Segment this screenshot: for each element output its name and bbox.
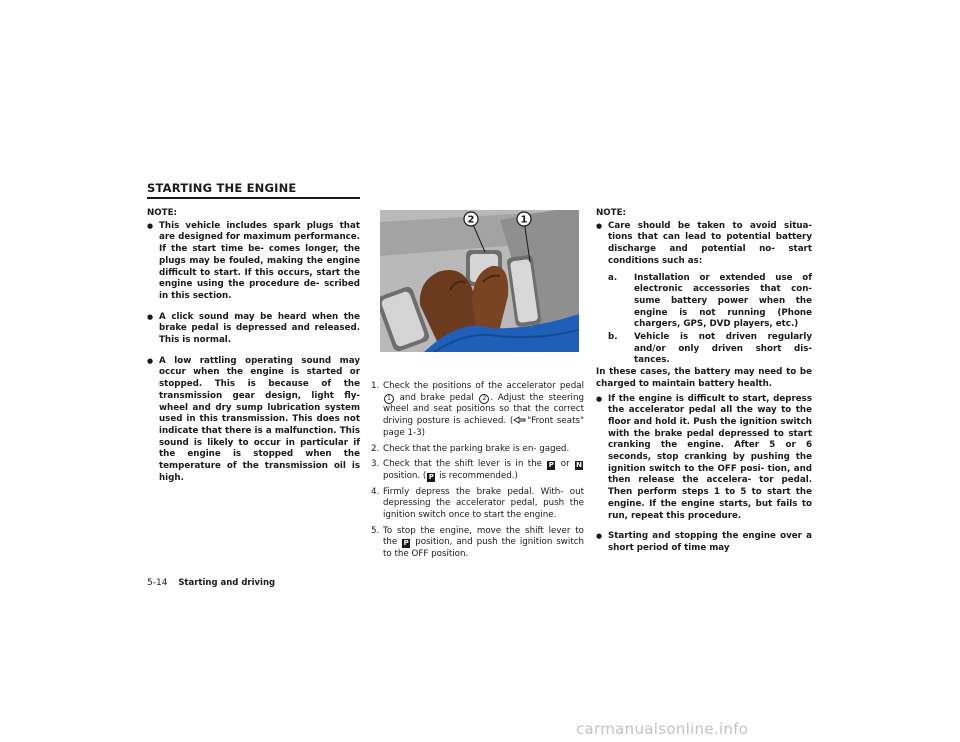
note-bullet: ● A click sound may be heard when the brake pedal is depressed and released. This is normal. xyxy=(147,311,360,346)
callout-2-icon: 2 xyxy=(479,394,489,404)
note-label: NOTE: xyxy=(147,208,177,218)
bullet-icon: ● xyxy=(596,221,603,230)
page-number: 5-14 xyxy=(147,578,168,588)
bullet-icon: ● xyxy=(147,312,154,321)
note-bullet: ● If the engine is difficult to start, depress the accelerator pedal all the way to the floor and hold it. Push the ignition switch with the brake pedal depressed to start cranking the engine. After 5 or 6 seconds, stop cranking by pushing the ignition switch to the OFF posi- tion, and then release the accelera- tor pedal. Then perform steps 1 to 5 to start the engine. If the engine starts, but fails to run, repeat this procedure. xyxy=(596,393,812,521)
title-rule xyxy=(147,197,360,199)
watermark: carmanualsonline.info xyxy=(576,720,749,738)
note-label: NOTE: xyxy=(596,208,626,218)
note-bullet: ● A low rattling operating sound may occur when the engine is started or stopped. This is because of the transmission gear design, light fly- wheel and dry sump lubrication system used in this transmission. This does not indicate that there is a malfunction. This sound is likely to occur in particular if the engine is stopped when the temperature of the transmission oil is high. xyxy=(147,355,360,483)
step-3: 3. Check that the shift lever is in the P or N position. ( P is recommended.) xyxy=(371,459,582,481)
bullet-icon: ● xyxy=(596,532,603,541)
footer-section: Starting and driving xyxy=(178,578,276,588)
battery-note: In these cases, the battery may need to be charged to maintain battery health. xyxy=(596,367,812,389)
park-position-icon: P xyxy=(428,472,434,481)
pedal-illustration xyxy=(380,210,579,352)
note-bullet: ● Care should be taken to avoid situa- tions that can lead to potential battery discharge and potential no- start conditions such as: xyxy=(596,220,812,266)
callout-1: 1 xyxy=(520,214,528,226)
park-position-icon: P xyxy=(403,539,409,548)
note-bullet: ● This vehicle includes spark plugs that are designed for maximum performance. If the start time be- comes longer, the plugs may be fouled, making the engine difficult to start. If this occurs, start the engine using the procedure de- scribed in this section. xyxy=(147,220,360,301)
neutral-position-icon: N xyxy=(576,461,582,470)
section-title: STARTING THE ENGINE xyxy=(147,181,297,195)
bullet-icon: ● xyxy=(147,221,154,230)
left-column xyxy=(147,208,360,493)
page-reference-icon xyxy=(513,416,527,424)
page-footer xyxy=(147,578,275,588)
bullet-icon: ● xyxy=(147,356,154,365)
bullet-icon: ● xyxy=(596,394,603,403)
callout-1-icon: 1 xyxy=(384,394,394,404)
note-bullet: ● Starting and stopping the engine over a short period of time may xyxy=(596,531,812,553)
procedure-column xyxy=(371,381,584,565)
step-1: 1. Check the positions of the accelerator pedal 1 and brake pedal 2 . Adjust the steering wheel and seat positions so that the correct driving posture is achieved. ( "Front seats" page 1-3) xyxy=(371,381,584,438)
step-2: 2. Check that the parking brake is en- gaged. xyxy=(371,443,570,454)
step-4: 4. Firmly depress the brake pedal. With- out depressing the accelerator pedal, push the ignition switch once to start the engine. xyxy=(371,486,584,521)
procedure-steps xyxy=(371,381,584,561)
sub-item-a: a. Installation or extended use of electronic accessories that con- sume battery power when the engine is not running (Phone chargers, GPS, DVD players, etc.) xyxy=(608,272,812,330)
callout-2: 2 xyxy=(467,214,475,226)
right-column xyxy=(596,208,812,564)
sub-item-b: b. Vehicle is not driven regularly and/or only driven short dis- tances. xyxy=(608,332,812,366)
step-5: 5. To stop the engine, move the shift lever to the P position, and push the ignition switch to the OFF position. xyxy=(371,525,585,560)
park-position-icon: P xyxy=(548,461,554,470)
